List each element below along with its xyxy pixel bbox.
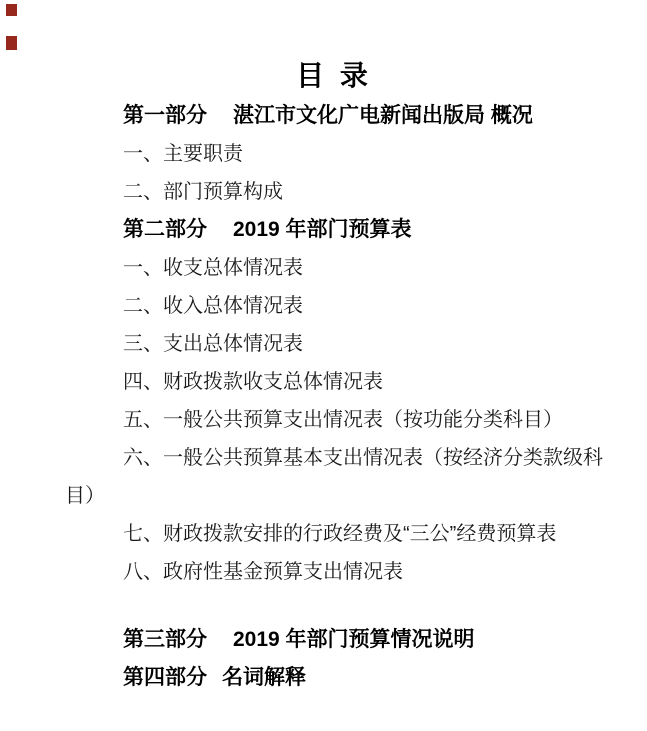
toc-item: 六、一般公共预算基本支出情况表（按经济分类款级科 <box>123 447 603 469</box>
page-title: 目 录 <box>296 60 368 91</box>
toc-item: 一、主要职责 <box>123 143 243 165</box>
toc-item-continuation: 目） <box>65 485 105 507</box>
toc-part-label: 第三部分 <box>123 628 207 651</box>
toc-list <box>65 97 603 697</box>
toc-item: 二、部门预算构成 <box>123 181 283 203</box>
toc-item: 七、财政拨款安排的行政经费及“三公”经费预算表 <box>123 523 557 545</box>
red-square-marker <box>6 36 17 50</box>
toc-item: 五、一般公共预算支出情况表（按功能分类科目） <box>123 409 563 431</box>
toc-item: 三、支出总体情况表 <box>123 333 303 355</box>
toc-part-heading <box>65 621 599 659</box>
toc-part-heading <box>65 659 599 697</box>
toc-part-title: 2019 年部门预算情况说明 <box>233 628 475 651</box>
toc-item: 八、政府性基金预算支出情况表 <box>123 561 403 583</box>
toc-item: 四、财政拨款收支总体情况表 <box>123 371 383 393</box>
toc-part-label: 第四部分 <box>123 666 207 689</box>
toc-item: 一、收支总体情况表 <box>123 257 303 279</box>
toc-part-heading <box>65 211 599 249</box>
toc-part-title: 名词解释 <box>222 666 306 689</box>
toc-part-title: 2019 年部门预算表 <box>233 218 412 241</box>
red-square-marker <box>6 4 17 16</box>
toc-part-heading <box>65 97 599 135</box>
toc-item: 二、收入总体情况表 <box>123 295 303 317</box>
toc-part-label: 第一部分 <box>123 104 207 127</box>
toc-part-label: 第二部分 <box>123 218 207 241</box>
toc-part-title: 湛江市文化广电新闻出版局 概况 <box>233 104 533 127</box>
toc-content <box>65 55 603 697</box>
